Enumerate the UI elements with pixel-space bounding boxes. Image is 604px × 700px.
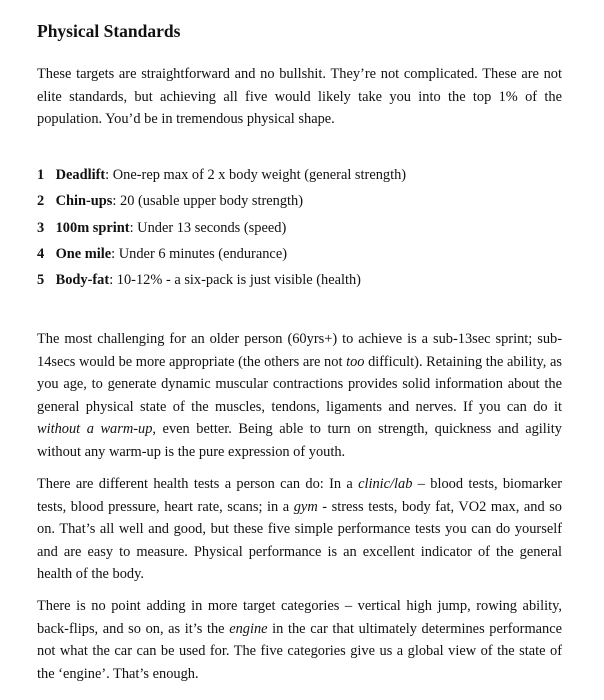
item-term: 100m sprint — [55, 219, 130, 236]
emphasis-text: too — [346, 353, 365, 370]
page-title: Physical Standards — [37, 21, 181, 41]
list-item — [37, 188, 406, 214]
emphasis-text: gym — [293, 498, 318, 515]
item-number: 3 — [37, 219, 45, 236]
list-item — [37, 162, 406, 188]
item-description: : 20 (usable upper body strength) — [112, 193, 304, 210]
item-description: : One-rep max of 2 x body weight (general strength) — [105, 167, 407, 183]
item-term: Chin-ups — [55, 193, 113, 210]
text-run: , even better. Being able to turn on strength, quickness and agility without any warm-up is the pure expression of youth. — [37, 421, 562, 460]
text-run: - stress tests, body fat, VO2 max, and so on. That’s all well and good, but these five simple performance tests you can do yourself and are easy to measure. Physical performance is an excellent indicator of the general health of the body. — [37, 498, 563, 583]
list-item — [37, 215, 406, 241]
list-item — [37, 241, 406, 267]
list-item — [37, 267, 406, 293]
emphasis-text: engine — [229, 620, 268, 637]
text-run: The most challenging for an older person (60yrs+) to achieve is a sub-13sec sprint; sub-14secs would be more appropriate (the others are not — [37, 331, 562, 370]
item-term: Deadlift — [55, 167, 106, 183]
standards-list — [37, 162, 406, 293]
sprint-paragraph — [37, 328, 562, 464]
text-run: – blood tests, biomarker tests, blood pressure, heart rate, scans; in a — [37, 476, 563, 515]
text-run: difficult). Retaining the ability, as you age, to generate dynamic muscular contractions provides solid information about the general physical state of the muscles, tendons, ligaments and nerves. If you can do it — [37, 353, 562, 415]
item-number: 2 — [37, 193, 45, 210]
emphasis-text: without a warm-up — [37, 421, 153, 438]
item-number: 1 — [37, 167, 45, 183]
text-run: in the car that ultimately determines performance not what the car can be used for. The five categories give us a global view of the state of the ‘engine’. That’s enough. — [37, 620, 562, 682]
item-term: One mile — [55, 245, 112, 262]
text-run: There are different health tests a person can do: In a — [37, 476, 359, 492]
item-description: : Under 6 minutes (endurance) — [111, 245, 287, 262]
item-description: : Under 13 seconds (speed) — [129, 219, 287, 236]
item-term: Body-fat — [55, 272, 110, 289]
item-number: 4 — [37, 245, 45, 262]
intro-paragraph: These targets are straightforward and no bullshit. They’re not complicated. These are not elite standards, but achieving all five would likely take you into the top 1% of the population. You’d be in tremendous physical shape. — [37, 66, 562, 128]
item-number: 5 — [37, 272, 45, 289]
item-description: : 10-12% - a six-pack is just visible (health) — [109, 272, 361, 289]
health-tests-paragraph — [37, 473, 562, 586]
emphasis-text: clinic/lab — [358, 476, 413, 492]
text-run: There is no point adding in more target categories – vertical high jump, rowing ability, back-flips, and so on, as it’s the — [37, 598, 562, 637]
engine-paragraph — [37, 595, 562, 685]
